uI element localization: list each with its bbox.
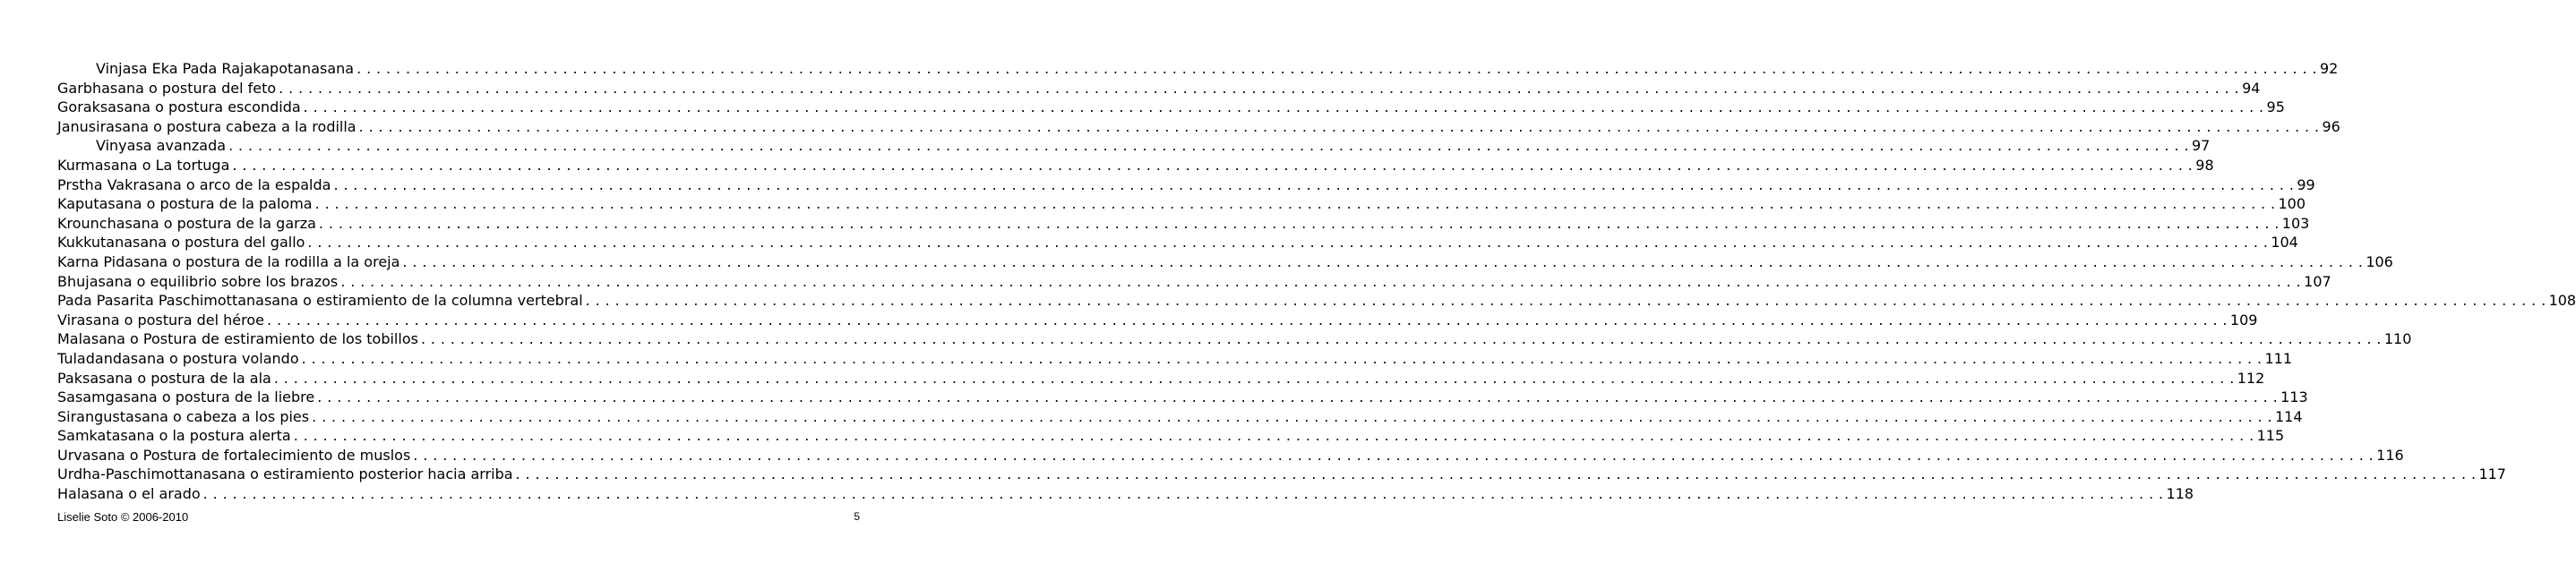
- toc-dot-leader: . . . . . . . . . . . . . . . . . . . . . . . . . . . . . . . . . . . . . . . . . . . . . . . . . . . . . . . . . . . . . . . . . . . . . . . . . . . . . . . . . . . . . . . . . . . . . . . . . . . . . . . . . . . . . . . . . . . . . . . . . . . . . . . . . . . . . . . . . . . . . . . . . . . . . . . . . . . . . . . . . . . . . . . . . . . . . . . . . . . . . . . . . . . . . . . . . . . . . . . .: [420, 330, 2382, 348]
- toc-entry-page: 113: [2280, 388, 2308, 406]
- footer-page-number: 5: [854, 510, 860, 523]
- toc-entry: [57, 98, 2285, 117]
- toc-entry-title: Kurmasana o La tortuga: [57, 156, 230, 174]
- toc-entry: [57, 194, 2306, 214]
- toc-entry-title: Karna Pidasana o postura de la rodilla a la oreja: [57, 252, 400, 270]
- toc-entry: [57, 233, 2298, 252]
- toc-entry-page: 115: [2256, 427, 2285, 445]
- toc-entry-title: Paksasana o postura de la ala: [57, 369, 271, 387]
- toc-entry: [57, 465, 2506, 484]
- toc-dot-leader: . . . . . . . . . . . . . . . . . . . . . . . . . . . . . . . . . . . . . . . . . . . . . . . . . . . . . . . . . . . . . . . . . . . . . . . . . . . . . . . . . . . . . . . . . . . . . . . . . . . . . . . . . . . . . . . . . . . . . . . . . . . . . . . . . . . . . . . . . . . . . . . . . . . . . . . . . . . . . . . . . . . . . . . . . . . . . . . . . . . . . . . . . . . . . . . . . . . . . . . .: [318, 214, 2280, 232]
- toc-dot-leader: . . . . . . . . . . . . . . . . . . . . . . . . . . . . . . . . . . . . . . . . . . . . . . . . . . . . . . . . . . . . . . . . . . . . . . . . . . . . . . . . . . . . . . . . . . . . . . . . . . . . . . . . . . . . . . . . . . . . . . . . . . . . . . . . . . . . . . . . . . . . . . . . . . . . . . . . . . . . . . . . . . . . . . . . . . . . . . . . . . . . . . . . . . . . . . . . . . . . . . . .: [279, 79, 2240, 97]
- toc-entry-title: Urdha-Paschimottanasana o estiramiento posterior hacia arriba: [57, 465, 513, 483]
- toc-entry-title: Goraksasana o postura escondida: [57, 98, 301, 116]
- toc-entry-title: Krounchasana o postura de la garza: [57, 214, 316, 232]
- toc-entry-page: 118: [2166, 485, 2194, 503]
- toc-entry-title: Pada Pasarita Paschimottanasana o estiramiento de la columna vertebral: [57, 292, 583, 310]
- toc-entry-title: Bhujasana o equilibrio sobre los brazos: [57, 272, 339, 290]
- table-of-contents: [57, 59, 2576, 504]
- toc-entry-title: Garbhasana o postura del feto: [57, 79, 277, 97]
- toc-entry: [57, 369, 2265, 388]
- toc-dot-leader: . . . . . . . . . . . . . . . . . . . . . . . . . . . . . . . . . . . . . . . . . . . . . . . . . . . . . . . . . . . . . . . . . . . . . . . . . . . . . . . . . . . . . . . . . . . . . . . . . . . . . . . . . . . . . . . . . . . . . . . . . . . . . . . . . . . . . . . . . . . . . . . . . . . . . . . . . . . . . . . . . . . . . . . . . . . . . . . . . . . . . . . . . . . . . . . . . . . . . . . .: [307, 234, 2269, 252]
- toc-dot-leader: . . . . . . . . . . . . . . . . . . . . . . . . . . . . . . . . . . . . . . . . . . . . . . . . . . . . . . . . . . . . . . . . . . . . . . . . . . . . . . . . . . . . . . . . . . . . . . . . . . . . . . . . . . . . . . . . . . . . . . . . . . . . . . . . . . . . . . . . . . . . . . . . . . . . . . . . . . . . . . . . . . . . . . . . . . . . . . . . . . . . . . . . . . . . . . . . . . . . . . . .: [515, 465, 2477, 483]
- toc-entry: [57, 426, 2285, 446]
- toc-entry-title: Halasana o el arado: [57, 485, 201, 503]
- toc-entry-page: 92: [2319, 60, 2339, 77]
- toc-dot-leader: . . . . . . . . . . . . . . . . . . . . . . . . . . . . . . . . . . . . . . . . . . . . . . . . . . . . . . . . . . . . . . . . . . . . . . . . . . . . . . . . . . . . . . . . . . . . . . . . . . . . . . . . . . . . . . . . . . . . . . . . . . . . . . . . . . . . . . . . . . . . . . . . . . . . . . . . . . . . . . . . . . . . . . . . . . . . . . . . . . . . . . . . . . . . . . . . . . . . . . . .: [333, 175, 2295, 193]
- toc-dot-leader: . . . . . . . . . . . . . . . . . . . . . . . . . . . . . . . . . . . . . . . . . . . . . . . . . . . . . . . . . . . . . . . . . . . . . . . . . . . . . . . . . . . . . . . . . . . . . . . . . . . . . . . . . . . . . . . . . . . . . . . . . . . . . . . . . . . . . . . . . . . . . . . . . . . . . . . . . . . . . . . . . . . . . . . . . . . . . . . . . . . . . . . . . . . . . . . . . . . . . . . .: [303, 98, 2264, 116]
- toc-entry-title: Samkatasana o la postura alerta: [57, 427, 291, 445]
- toc-dot-leader: . . . . . . . . . . . . . . . . . . . . . . . . . . . . . . . . . . . . . . . . . . . . . . . . . . . . . . . . . . . . . . . . . . . . . . . . . . . . . . . . . . . . . . . . . . . . . . . . . . . . . . . . . . . . . . . . . . . . . . . . . . . . . . . . . . . . . . . . . . . . . . . . . . . . . . . . . . . . . . . . . . . . . . . . . . . . . . . . . . . . . . . . . . . . . . . . . . . . . . . .: [340, 272, 2302, 290]
- toc-dot-leader: . . . . . . . . . . . . . . . . . . . . . . . . . . . . . . . . . . . . . . . . . . . . . . . . . . . . . . . . . . . . . . . . . . . . . . . . . . . . . . . . . . . . . . . . . . . . . . . . . . . . . . . . . . . . . . . . . . . . . . . . . . . . . . . . . . . . . . . . . . . . . . . . . . . . . . . . . . . . . . . . . . . . . . . . . . . . . . . . . . . . . . . . . . . . . . . . . . . . . . . .: [314, 195, 2276, 213]
- toc-entry-page: 110: [2383, 330, 2412, 348]
- toc-entry: [57, 349, 2293, 369]
- toc-entry-title: Sasamgasana o postura de la liebre: [57, 388, 315, 406]
- toc-entry: [57, 446, 2404, 465]
- toc-entry-page: 106: [2366, 252, 2393, 270]
- toc-entry-page: 111: [2264, 349, 2293, 367]
- toc-entry-page: 100: [2278, 195, 2306, 213]
- toc-entry-page: 104: [2271, 234, 2298, 252]
- toc-entry: [57, 156, 2214, 175]
- toc-entry-title: Janusirasana o postura cabeza a la rodilla: [57, 117, 356, 135]
- toc-entry: [57, 136, 2211, 156]
- toc-entry-title: Sirangustasana o cabeza a los pies: [57, 407, 310, 425]
- toc-entry-title: Vinyasa avanzada: [96, 137, 227, 155]
- toc-dot-leader: . . . . . . . . . . . . . . . . . . . . . . . . . . . . . . . . . . . . . . . . . . . . . . . . . . . . . . . . . . . . . . . . . . . . . . . . . . . . . . . . . . . . . . . . . . . . . . . . . . . . . . . . . . . . . . . . . . . . . . . . . . . . . . . . . . . . . . . . . . . . . . . . . . . . . . . . . . . . . . . . . . . . . . . . . . . . . . . . . . . . . . . . . . . . . . . . . . . . . . . .: [356, 60, 2317, 77]
- toc-entry: [57, 175, 2315, 195]
- toc-entry-page: 96: [2322, 117, 2340, 135]
- toc-dot-leader: . . . . . . . . . . . . . . . . . . . . . . . . . . . . . . . . . . . . . . . . . . . . . . . . . . . . . . . . . . . . . . . . . . . . . . . . . . . . . . . . . . . . . . . . . . . . . . . . . . . . . . . . . . . . . . . . . . . . . . . . . . . . . . . . . . . . . . . . . . . . . . . . . . . . . . . . . . . . . . . . . . . . . . . . . . . . . . . . . . . . . . . . . . . . . . . . . . . . . . . .: [312, 407, 2272, 425]
- toc-entry-page: 97: [2191, 137, 2211, 155]
- toc-entry-title: Kukkutanasana o postura del gallo: [57, 234, 305, 252]
- toc-entry-title: Prstha Vakrasana o arco de la espalda: [57, 175, 331, 193]
- toc-entry-page: 109: [2229, 311, 2258, 329]
- toc-entry: [57, 214, 2310, 234]
- toc-dot-leader: . . . . . . . . . . . . . . . . . . . . . . . . . . . . . . . . . . . . . . . . . . . . . . . . . . . . . . . . . . . . . . . . . . . . . . . . . . . . . . . . . . . . . . . . . . . . . . . . . . . . . . . . . . . . . . . . . . . . . . . . . . . . . . . . . . . . . . . . . . . . . . . . . . . . . . . . . . . . . . . . . . . . . . . . . . . . . . . . . . . . . . . . . . . . . . . . . . . . . . . .: [202, 485, 2164, 503]
- toc-entry-page: 94: [2242, 79, 2261, 97]
- toc-entry-title: Urvasana o Postura de fortalecimiento de muslos: [57, 446, 411, 464]
- toc-dot-leader: . . . . . . . . . . . . . . . . . . . . . . . . . . . . . . . . . . . . . . . . . . . . . . . . . . . . . . . . . . . . . . . . . . . . . . . . . . . . . . . . . . . . . . . . . . . . . . . . . . . . . . . . . . . . . . . . . . . . . . . . . . . . . . . . . . . . . . . . . . . . . . . . . . . . . . . . . . . . . . . . . . . . . . . . . . . . . . . . . . . . . . . . . . . . . . . . . . . . . . . .: [317, 388, 2279, 406]
- toc-entry-title: Kaputasana o postura de la paloma: [57, 195, 313, 213]
- toc-entry-page: 108: [2548, 292, 2576, 310]
- toc-entry-page: 99: [2297, 175, 2315, 193]
- toc-entry-page: 98: [2195, 156, 2214, 174]
- toc-entry-page: 117: [2478, 465, 2506, 483]
- toc-entry: [57, 117, 2340, 137]
- toc-entry: [57, 329, 2412, 349]
- toc-entry: [57, 291, 2576, 311]
- toc-dot-leader: . . . . . . . . . . . . . . . . . . . . . . . . . . . . . . . . . . . . . . . . . . . . . . . . . . . . . . . . . . . . . . . . . . . . . . . . . . . . . . . . . . . . . . . . . . . . . . . . . . . . . . . . . . . . . . . . . . . . . . . . . . . . . . . . . . . . . . . . . . . . . . . . . . . . . . . . . . . . . . . . . . . . . . . . . . . . . . . . . . . . . . . . . . . . . . . . . . . . . . . .: [402, 252, 2364, 270]
- toc-entry-page: 114: [2275, 407, 2303, 425]
- toc-dot-leader: . . . . . . . . . . . . . . . . . . . . . . . . . . . . . . . . . . . . . . . . . . . . . . . . . . . . . . . . . . . . . . . . . . . . . . . . . . . . . . . . . . . . . . . . . . . . . . . . . . . . . . . . . . . . . . . . . . . . . . . . . . . . . . . . . . . . . . . . . . . . . . . . . . . . . . . . . . . . . . . . . . . . . . . . . . . . . . . . . . . . . . . . . . . . . . . . . . . . . . . .: [293, 427, 2254, 445]
- toc-entry-page: 95: [2266, 98, 2285, 116]
- toc-entry: [57, 79, 2261, 98]
- toc-entry: [57, 59, 2339, 79]
- toc-entry: [57, 272, 2331, 292]
- toc-dot-leader: . . . . . . . . . . . . . . . . . . . . . . . . . . . . . . . . . . . . . . . . . . . . . . . . . . . . . . . . . . . . . . . . . . . . . . . . . . . . . . . . . . . . . . . . . . . . . . . . . . . . . . . . . . . . . . . . . . . . . . . . . . . . . . . . . . . . . . . . . . . . . . . . . . . . . . . . . . . . . . . . . . . . . . . . . . . . . . . . . . . . . . . . . . . . . . . . . . . . . . . .: [273, 369, 2235, 387]
- toc-entry: [57, 388, 2308, 407]
- toc-entry-page: 107: [2304, 272, 2331, 290]
- toc-entry-title: Virasana o postura del héroe: [57, 311, 265, 329]
- toc-entry-page: 103: [2281, 214, 2310, 232]
- toc-entry: [57, 311, 2258, 330]
- toc-entry-page: 112: [2237, 369, 2265, 387]
- toc-dot-leader: . . . . . . . . . . . . . . . . . . . . . . . . . . . . . . . . . . . . . . . . . . . . . . . . . . . . . . . . . . . . . . . . . . . . . . . . . . . . . . . . . . . . . . . . . . . . . . . . . . . . . . . . . . . . . . . . . . . . . . . . . . . . . . . . . . . . . . . . . . . . . . . . . . . . . . . . . . . . . . . . . . . . . . . . . . . . . . . . . . . . . . . . . . . . . . . . . . . . . . . .: [301, 349, 2263, 367]
- toc-dot-leader: . . . . . . . . . . . . . . . . . . . . . . . . . . . . . . . . . . . . . . . . . . . . . . . . . . . . . . . . . . . . . . . . . . . . . . . . . . . . . . . . . . . . . . . . . . . . . . . . . . . . . . . . . . . . . . . . . . . . . . . . . . . . . . . . . . . . . . . . . . . . . . . . . . . . . . . . . . . . . . . . . . . . . . . . . . . . . . . . . . . . . . . . . . . . . . . . . . . . . . . .: [232, 156, 2194, 174]
- toc-entry-title: Vinjasa Eka Pada Rajakapotanasana: [96, 60, 355, 77]
- toc-dot-leader: . . . . . . . . . . . . . . . . . . . . . . . . . . . . . . . . . . . . . . . . . . . . . . . . . . . . . . . . . . . . . . . . . . . . . . . . . . . . . . . . . . . . . . . . . . . . . . . . . . . . . . . . . . . . . . . . . . . . . . . . . . . . . . . . . . . . . . . . . . . . . . . . . . . . . . . . . . . . . . . . . . . . . . . . . . . . . . . . . . . . . . . . . . . . . . . . . . . . . . . .: [413, 446, 2374, 464]
- toc-dot-leader: . . . . . . . . . . . . . . . . . . . . . . . . . . . . . . . . . . . . . . . . . . . . . . . . . . . . . . . . . . . . . . . . . . . . . . . . . . . . . . . . . . . . . . . . . . . . . . . . . . . . . . . . . . . . . . . . . . . . . . . . . . . . . . . . . . . . . . . . . . . . . . . . . . . . . . . . . . . . . . . . . . . . . . . . . . . . . . . . . . . . . . . . . . . . . . . . . . . . . . . .: [228, 137, 2189, 155]
- toc-dot-leader: . . . . . . . . . . . . . . . . . . . . . . . . . . . . . . . . . . . . . . . . . . . . . . . . . . . . . . . . . . . . . . . . . . . . . . . . . . . . . . . . . . . . . . . . . . . . . . . . . . . . . . . . . . . . . . . . . . . . . . . . . . . . . . . . . . . . . . . . . . . . . . . . . . . . . . . . . . . . . . . . . . . . . . . . . . . . . . . . . . . . . . . . . . . . . . . . . . . . . . . .: [267, 311, 2228, 329]
- toc-entry-title: Tuladandasana o postura volando: [57, 349, 299, 367]
- toc-entry: [57, 484, 2194, 504]
- toc-entry: [57, 407, 2303, 427]
- toc-entry-title: Malasana o Postura de estiramiento de los tobillos: [57, 330, 418, 348]
- toc-entry-page: 116: [2376, 446, 2404, 464]
- toc-dot-leader: . . . . . . . . . . . . . . . . . . . . . . . . . . . . . . . . . . . . . . . . . . . . . . . . . . . . . . . . . . . . . . . . . . . . . . . . . . . . . . . . . . . . . . . . . . . . . . . . . . . . . . . . . . . . . . . . . . . . . . . . . . . . . . . . . . . . . . . . . . . . . . . . . . . . . . . . . . . . . . . . . . . . . . . . . . . . . . . . . . . . . . . . . . . . . . . . . . . . . . . .: [358, 117, 2320, 135]
- toc-dot-leader: . . . . . . . . . . . . . . . . . . . . . . . . . . . . . . . . . . . . . . . . . . . . . . . . . . . . . . . . . . . . . . . . . . . . . . . . . . . . . . . . . . . . . . . . . . . . . . . . . . . . . . . . . . . . . . . . . . . . . . . . . . . . . . . . . . . . . . . . . . . . . . . . . . . . . . . . . . . . . . . . . . . . . . . . . . . . . . . . . . . . . . . . . . . . . . . . . . . . . . . .: [585, 292, 2546, 310]
- toc-entry: [57, 252, 2393, 272]
- footer-copyright: Liselie Soto © 2006-2010: [57, 510, 189, 524]
